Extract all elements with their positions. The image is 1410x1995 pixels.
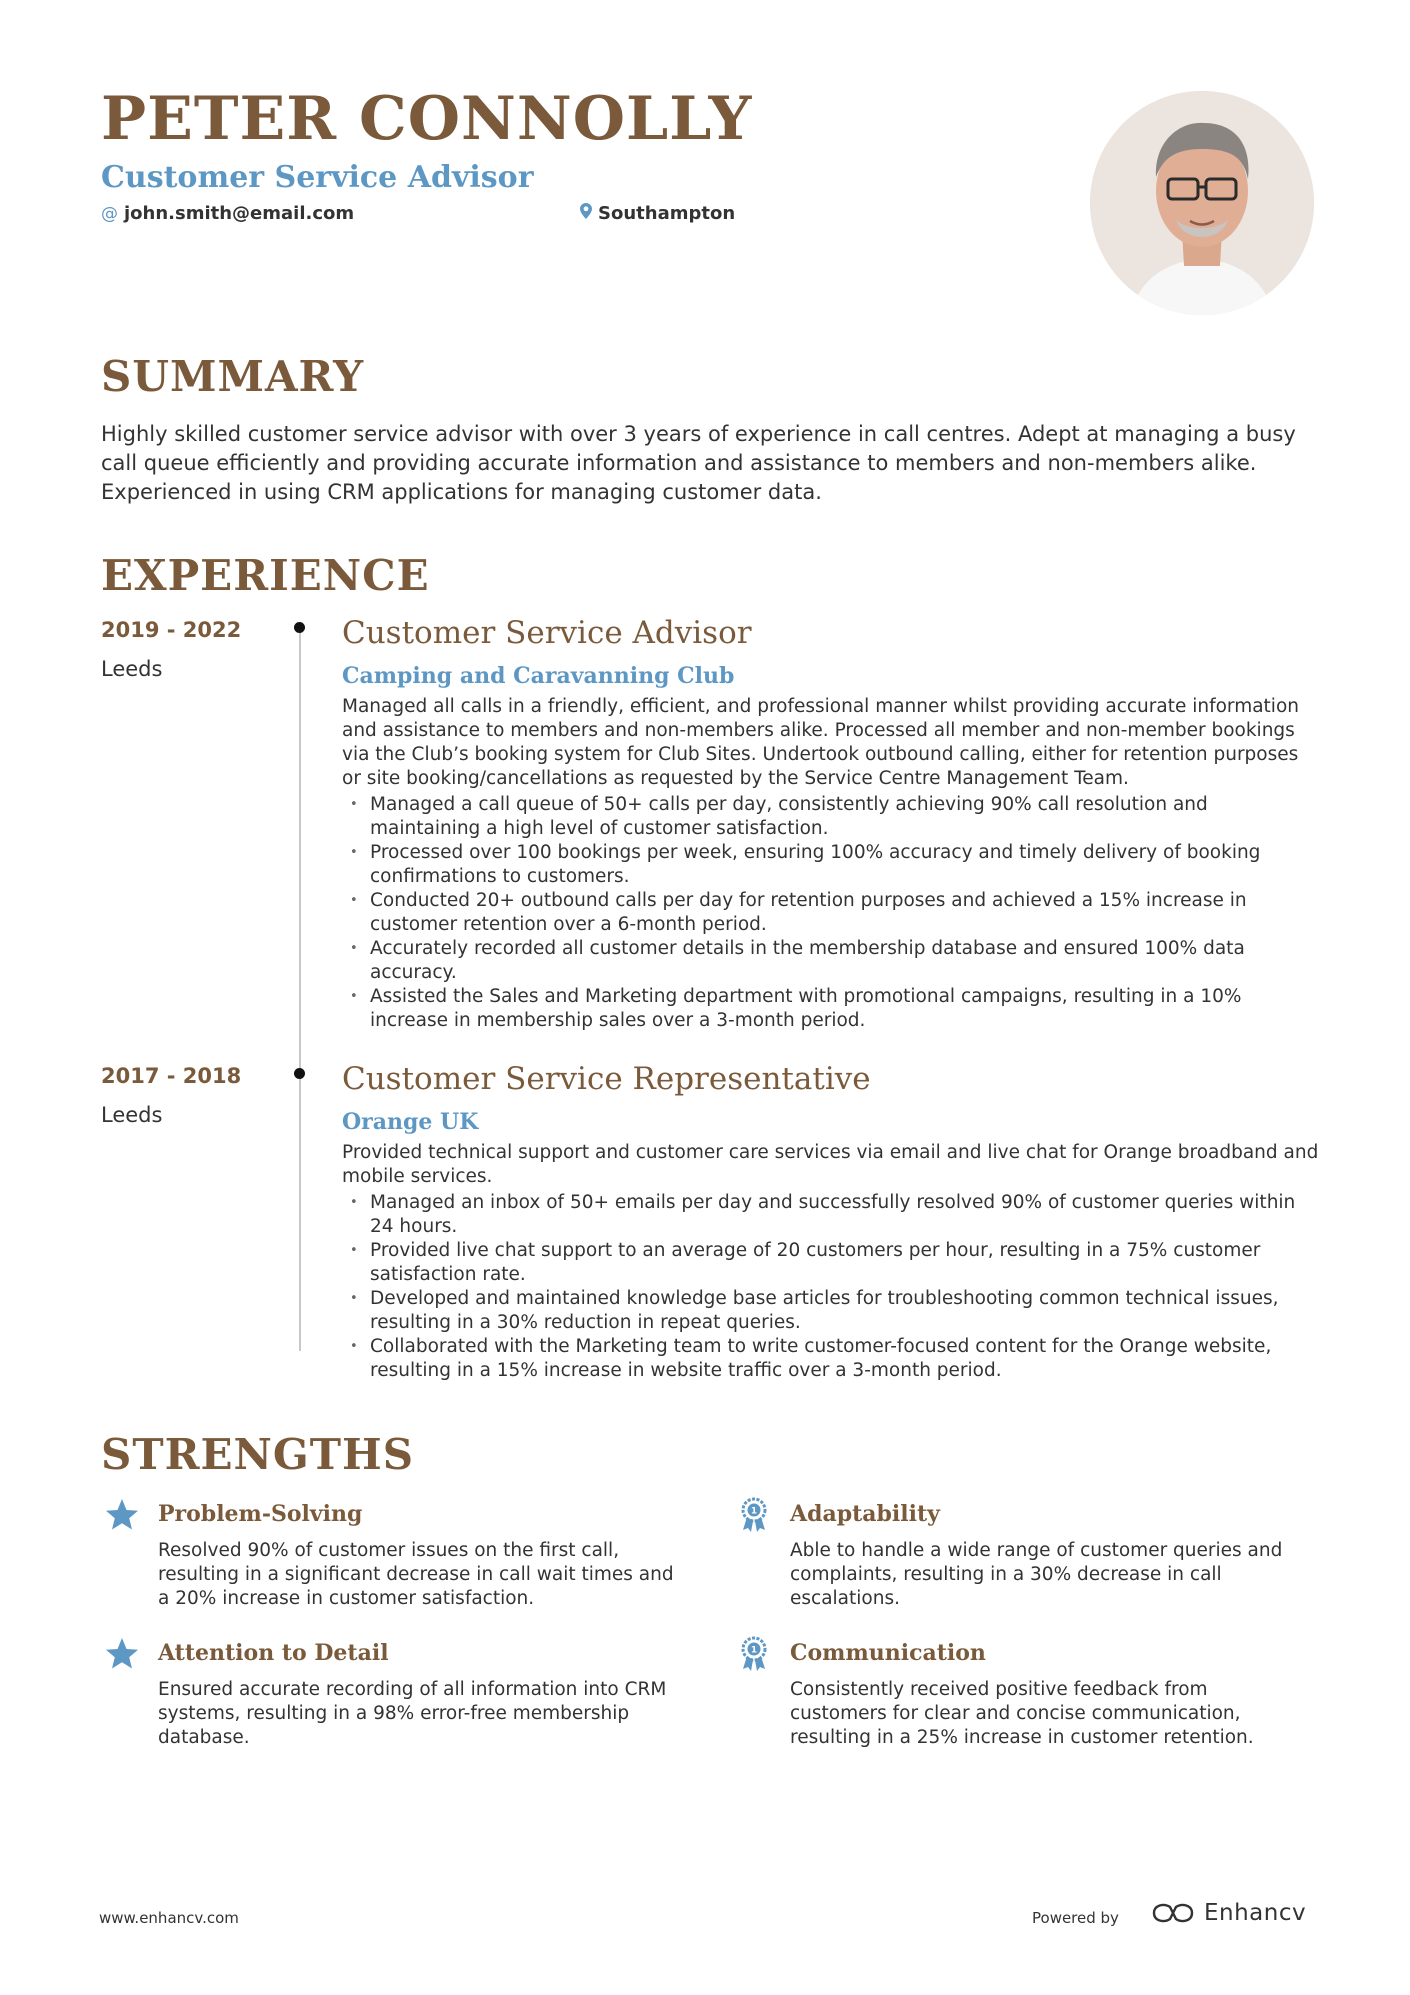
list-item: • Developed and maintained knowledge base articles for troubleshooting common technical issues, resulting in a 30% reduction in repeat queries. [342, 1287, 1322, 1335]
brand-name: Enhancv [1204, 1900, 1307, 1926]
star-icon [104, 1497, 140, 1533]
experience-heading: EXPERIENCE [101, 551, 430, 600]
candidate-role: Customer Service Advisor [101, 160, 534, 195]
job-location: Leeds [101, 657, 163, 681]
email-text: john.smith@email.com [124, 203, 355, 224]
strengths-heading: STRENGTHS [101, 1430, 415, 1479]
job-description: Provided technical support and customer care services via email and live chat for Orange broadband and mobile services. [342, 1142, 1319, 1187]
list-item: • Managed an inbox of 50+ emails per day and successfully resolved 90% of customer queries within 24 hours. [342, 1191, 1322, 1239]
timeline-dot [294, 1068, 305, 1079]
company-name: Orange UK [342, 1109, 479, 1135]
profile-photo [1090, 91, 1314, 315]
summary-heading: SUMMARY [101, 352, 365, 401]
star-icon [104, 1636, 140, 1672]
map-pin-icon [580, 203, 592, 224]
location-text: Southampton [598, 203, 736, 224]
job-title: Customer Service Representative [342, 1061, 871, 1097]
svg-text:1: 1 [750, 1645, 758, 1656]
summary-text: Highly skilled customer service advisor with over 3 years of experience in call centres. Adept at managing a busy call queue efficiently and providing accurate information and assistance to members and non-members alike. Experienced in using CRM applications for managing customer data. [101, 422, 1296, 504]
list-item: • Managed a call queue of 50+ calls per day, consistently achieving 90% call resolution and maintaining a high level of customer satisfaction. [342, 793, 1322, 841]
list-item: • Processed over 100 bookings per week, ensuring 100% accuracy and timely delivery of booking confirmations to customers. [342, 841, 1322, 889]
list-item: • Conducted 20+ outbound calls per day for retention purposes and achieved a 15% increase in customer retention over a 6-month period. [342, 889, 1322, 937]
job-entry [342, 1059, 1322, 1383]
list-item: • Provided live chat support to an average of 20 customers per hour, resulting in a 75% customer satisfaction rate. [342, 1239, 1322, 1287]
job-dates: 2017 - 2018 [101, 1064, 242, 1088]
candidate-name: PETER CONNOLLY [101, 84, 753, 154]
list-item: • Assisted the Sales and Marketing department with promotional campaigns, resulting in a 10% increase in membership sales over a 3-month period. [342, 985, 1322, 1033]
at-icon: @ [101, 203, 118, 224]
award-ribbon-icon [736, 1636, 772, 1672]
enhancv-logo-icon [1150, 1901, 1196, 1925]
footer-website-link[interactable]: www.enhancv.com [99, 1909, 239, 1927]
job-dates: 2019 - 2022 [101, 618, 242, 642]
achievement-list [342, 793, 1322, 1033]
strength-description: Resolved 90% of customer issues on the first call, resulting in a significant decrease in call wait times and a 20% increase in customer satisfaction. [158, 1540, 674, 1609]
job-description: Managed all calls in a friendly, efficient, and professional manner whilst providing accurate information and assistance to members and non-members alike. Processed all member and non-member bookings via the Club’s booking system for Club Sites. Undertook outbound calling, either for retention purposes or site booking/cancellations as requested by the Service Centre Management Team. [342, 696, 1299, 789]
job-title: Customer Service Advisor [342, 615, 752, 651]
timeline-dot [294, 622, 305, 633]
powered-by-label: Powered by [1032, 1909, 1119, 1927]
contact-location [580, 203, 735, 224]
job-location: Leeds [101, 1103, 163, 1127]
strength-title: Problem-Solving [158, 1501, 363, 1527]
award-ribbon-icon [736, 1497, 772, 1533]
list-item: • Collaborated with the Marketing team to write customer-focused content for the Orange website, resulting in a 15% increase in website traffic over a 3-month period. [342, 1335, 1322, 1383]
timeline-line [299, 628, 301, 1351]
strength-title: Attention to Detail [158, 1640, 389, 1666]
strength-description: Ensured accurate recording of all information into CRM systems, resulting in a 98% error-free membership database. [158, 1679, 667, 1748]
contact-email[interactable] [101, 203, 354, 224]
list-item: • Accurately recorded all customer details in the membership database and ensured 100% data accuracy. [342, 937, 1322, 985]
job-entry [342, 613, 1322, 1033]
achievement-list [342, 1191, 1322, 1383]
strength-description: Able to handle a wide range of customer queries and complaints, resulting in a 30% decrease in call escalations. [790, 1540, 1283, 1609]
enhancv-brand[interactable] [1150, 1900, 1306, 1926]
strength-title: Adaptability [790, 1501, 940, 1527]
svg-text:1: 1 [750, 1506, 758, 1517]
strength-description: Consistently received positive feedback from customers for clear and concise communication, resulting in a 25% increase in customer retention. [790, 1679, 1254, 1748]
strength-title: Communication [790, 1640, 986, 1666]
company-name: Camping and Caravanning Club [342, 663, 735, 689]
